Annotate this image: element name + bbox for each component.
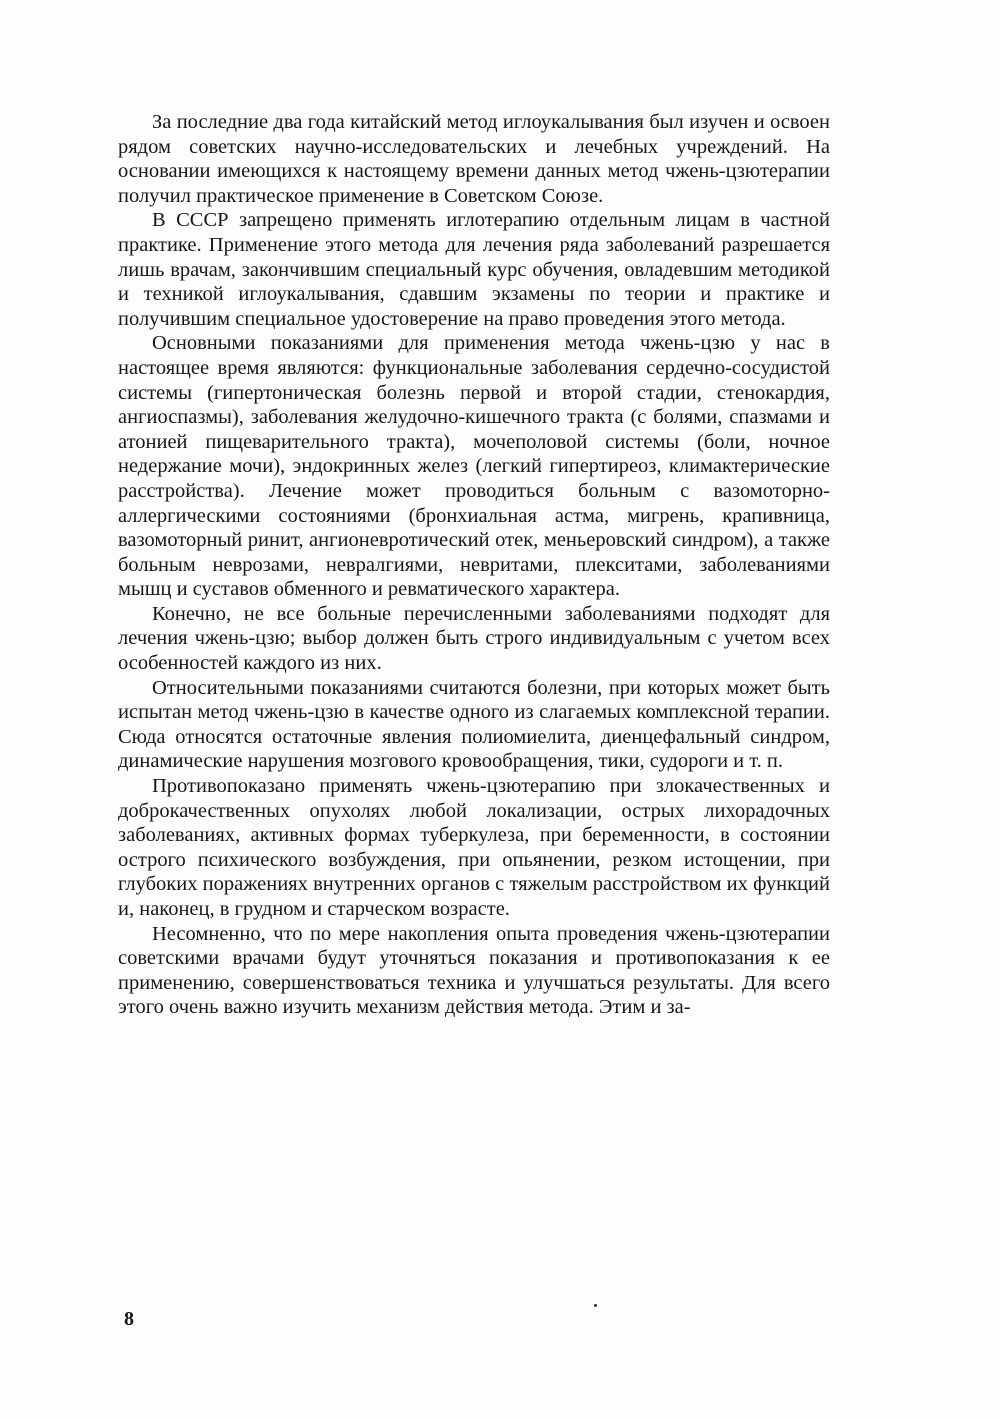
paragraph-4: Конечно, не все больные перечисленными заболеваниями подходят для лечения чжень-цзю; выбор должен быть строго индивидуальным с учетом всех особенностей каждого из них. bbox=[118, 602, 830, 675]
page-number: 8 bbox=[124, 1308, 134, 1330]
paragraph-3: Основными показаниями для применения метода чжень-цзю у нас в настоящее время являются: функциональные заболевания сердечно-сосудистой системы (гипертоническая болезнь первой и второй стадии, стенокардия, ангиоспазмы), заболевания желудочно-кишечного тракта (с болями, спазмами и атонией пищеварительного тракта), мочеполовой системы (боли, ночное недержание мочи), эндокринных желез (легкий гипертиреоз, климактерические расстройства). Лечение может проводиться больным с вазомоторно-аллергическими состояниями (бронхиальная астма, мигрень, крапивница, вазомоторный ринит, ангионевротический отек, меньеровский синдром), а также больным неврозами, невралгиями, невритами, плекситами, заболеваниями мышц и суставов обменного и ревматического характера. bbox=[118, 332, 830, 601]
print-speck bbox=[594, 1304, 597, 1307]
paragraph-7: Несомненно, что по мере накопления опыта проведения чжень-цзютерапии советскими врачами будут уточняться показания и противопоказания к ее применению, совершенствоваться техника и улучшаться результаты. Для всего этого очень важно изучить механизм действия метода. Этим и за- bbox=[118, 922, 830, 1019]
paragraph-5: Относительными показаниями считаются болезни, при которых может быть испытан метод чжень-цзю в качестве одного из слагаемых комплексной терапии. Сюда относятся остаточные явления полиомиелита, диенцефальный синдром, динамические нарушения мозгового кровообращения, тики, судороги и т. п. bbox=[118, 676, 830, 773]
body-text bbox=[118, 110, 830, 1020]
paragraph-2: В СССР запрещено применять иглотерапию отдельным лицам в частной практике. Применение этого метода для лечения ряда заболеваний разрешается лишь врачам, закончившим специальный курс обучения, овладевшим методикой и техникой иглоукалывания, сдавшим экзамены по теории и практике и получившим специальное удостоверение на право проведения этого метода. bbox=[118, 209, 830, 330]
paragraph-6: Противопоказано применять чжень-цзютерапию при злокачественных и доброкачественных опухолях любой локализации, острых лихорадочных заболеваниях, активных формах туберкулеза, при беременности, в состоянии острого психического возбуждения, при опьянении, резком истощении, при глубоких поражениях внутренних органов с тяжелым расстройством их функций и, наконец, в грудном и старческом возрасте. bbox=[118, 775, 830, 920]
paragraph-1: За последние два года китайский метод иглоукалывания был изучен и освоен рядом советских научно-исследовательских и лечебных учреждений. На основании имеющихся к настоящему времени данных метод чжень-цзютерапии получил практическое применение в Советском Союзе. bbox=[118, 111, 830, 207]
